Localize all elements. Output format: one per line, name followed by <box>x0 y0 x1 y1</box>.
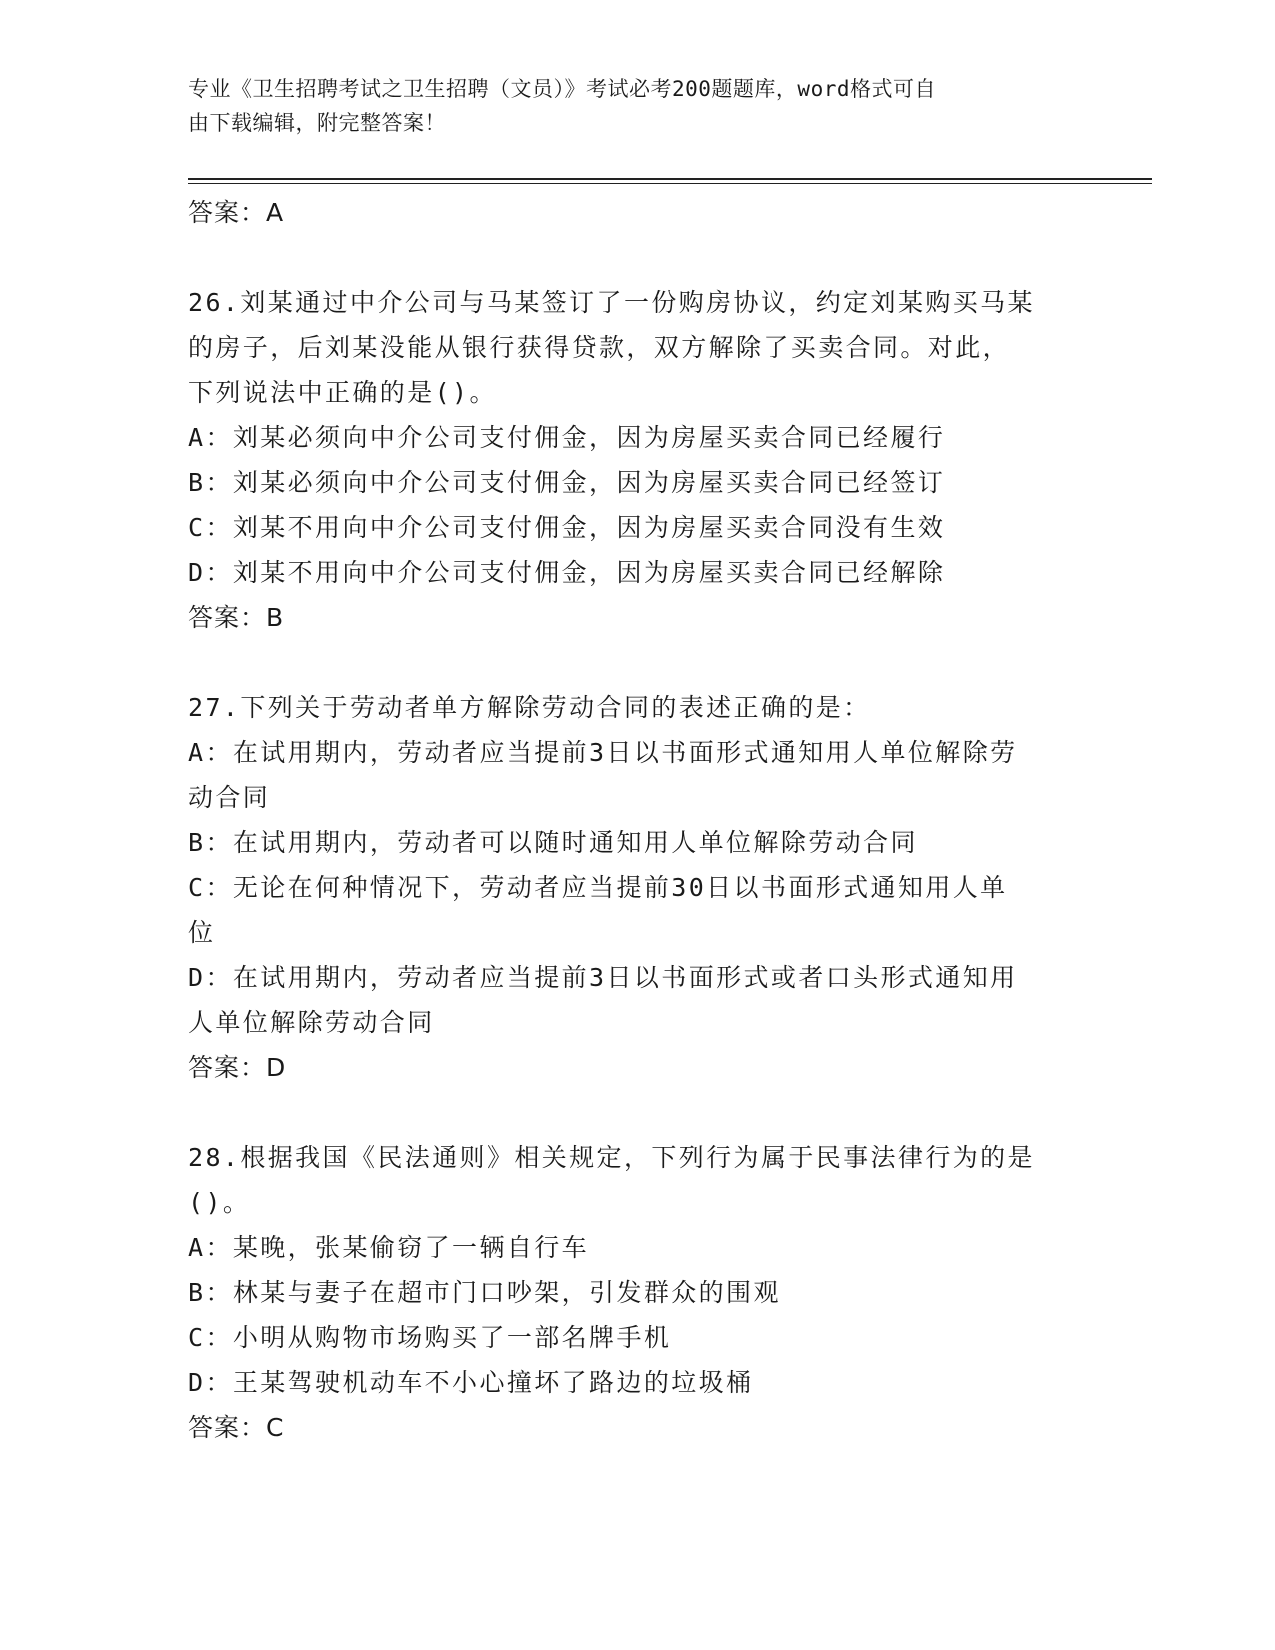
option-a: A：刘某必须向中介公司支付佣金，因为房屋买卖合同已经履行 <box>188 423 946 452</box>
header-rule-thick <box>188 178 1152 180</box>
answer-line: 答案：A <box>188 198 285 227</box>
answer-line: 答案：C <box>188 1413 285 1442</box>
option-b: B：林某与妻子在超市门口吵架，引发群众的围观 <box>188 1278 781 1307</box>
option-a-continued: 动合同 <box>188 783 271 812</box>
option-d: D：刘某不用向中介公司支付佣金，因为房屋买卖合同已经解除 <box>188 558 946 587</box>
spacer <box>188 235 1088 280</box>
option-d: D：在试用期内，劳动者应当提前3日以书面形式或者口头形式通知用 <box>188 963 1018 992</box>
question-text: 28.根据我国《民法通则》相关规定，下列行为属于民事法律行为的是 <box>188 1143 1035 1172</box>
question-27 <box>188 685 1088 1090</box>
option-a: A：在试用期内，劳动者应当提前3日以书面形式通知用人单位解除劳 <box>188 738 1018 767</box>
answer-line: 答案：B <box>188 603 285 632</box>
question-text: ()。 <box>188 1188 251 1217</box>
option-a: A：某晚，张某偷窃了一辆自行车 <box>188 1233 590 1262</box>
option-c: C：无论在何种情况下，劳动者应当提前30日以书面形式通知用人单 <box>188 873 1008 902</box>
question-text: 的房子，后刘某没能从银行获得贷款，双方解除了买卖合同。对此， <box>188 333 1011 362</box>
question-text: 26.刘某通过中介公司与马某签订了一份购房协议，约定刘某购买马某 <box>188 288 1035 317</box>
question-text: 27.下列关于劳动者单方解除劳动合同的表述正确的是： <box>188 693 871 722</box>
option-d-continued: 人单位解除劳动合同 <box>188 1008 435 1037</box>
spacer <box>188 640 1088 685</box>
answer-line: 答案：D <box>188 1053 287 1082</box>
document-header <box>188 72 1068 140</box>
option-d: D：王某驾驶机动车不小心撞坏了路边的垃圾桶 <box>188 1368 754 1397</box>
question-26 <box>188 280 1088 640</box>
option-c-continued: 位 <box>188 918 216 947</box>
header-line-1: 专业《卫生招聘考试之卫生招聘（文员）》考试必考200题题库，word格式可自 <box>188 77 936 101</box>
question-28 <box>188 1135 1088 1450</box>
option-c: C：小明从购物市场购买了一部名牌手机 <box>188 1323 672 1352</box>
option-b: B：在试用期内，劳动者可以随时通知用人单位解除劳动合同 <box>188 828 918 857</box>
spacer <box>188 1090 1088 1135</box>
question-text: 下列说法中正确的是()。 <box>188 378 497 407</box>
option-c: C：刘某不用向中介公司支付佣金，因为房屋买卖合同没有生效 <box>188 513 946 542</box>
question-list <box>188 190 1088 1450</box>
header-rule-thin <box>188 183 1152 184</box>
option-b: B：刘某必须向中介公司支付佣金，因为房屋买卖合同已经签订 <box>188 468 946 497</box>
header-line-2: 由下载编辑，附完整答案！ <box>188 111 446 135</box>
